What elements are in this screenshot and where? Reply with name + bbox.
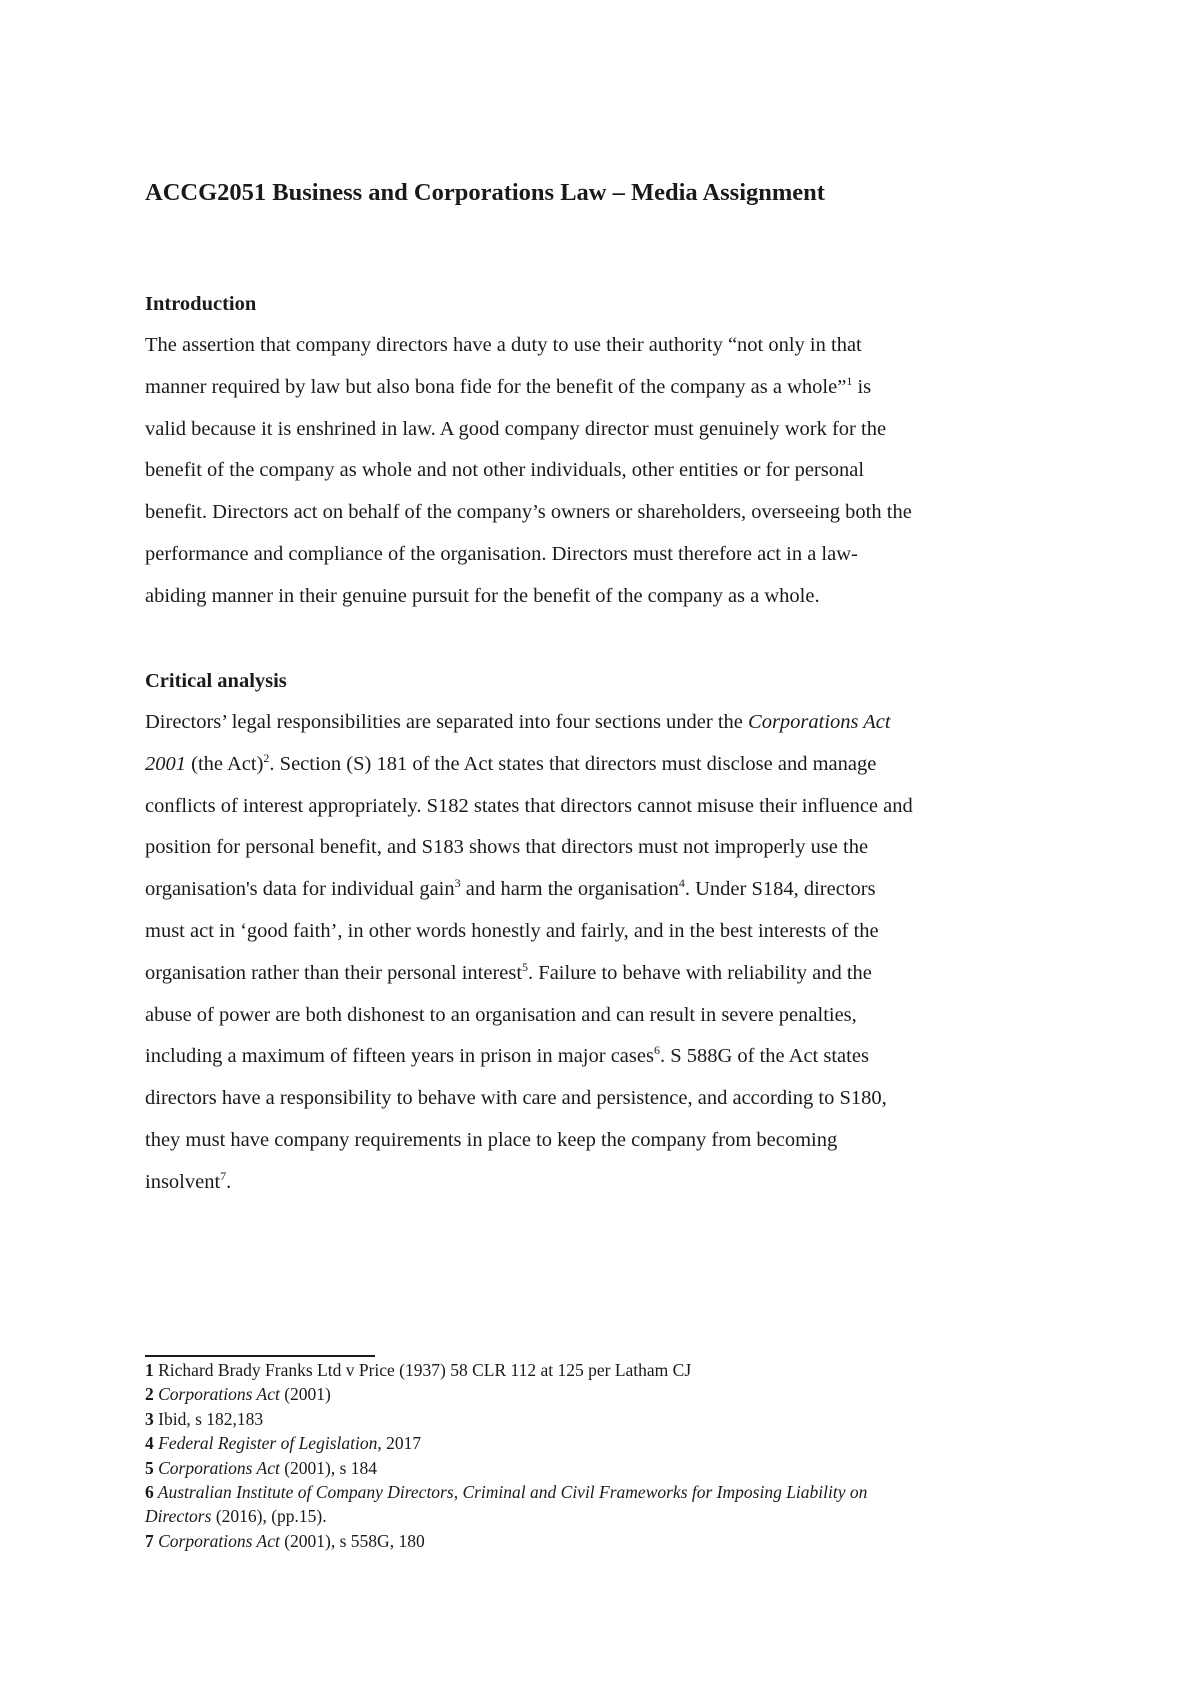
critical-analysis-heading: Critical analysis: [145, 670, 287, 692]
critical-analysis-paragraph: [145, 702, 913, 1204]
text-segment: is: [852, 375, 872, 398]
text-segment: including a maximum of fifteen years in prison in major cases: [145, 1045, 654, 1068]
footnote-ref[interactable]: 4: [678, 876, 685, 891]
footnote-text: (2001): [279, 1384, 331, 1405]
footnotes-list: [145, 1358, 1025, 1553]
text-segment: . Failure to behave with reliability and the: [528, 961, 872, 984]
text-segment: .: [226, 1170, 232, 1193]
footnote-italic: Corporations Act: [153, 1384, 280, 1405]
footnote-ref[interactable]: 1: [846, 373, 853, 388]
footnote-number: 2: [145, 1384, 154, 1405]
footnote-text: Ibid, s 182,183: [153, 1408, 264, 1429]
text-line: [145, 869, 913, 911]
introduction-paragraph: [145, 325, 912, 618]
footnote-ref[interactable]: 5: [522, 959, 529, 974]
text-line: [145, 744, 913, 786]
text-segment: organisation's data for individual gain: [145, 878, 455, 901]
footnote-3: [145, 1407, 1025, 1431]
footnote-ref[interactable]: 6: [653, 1043, 660, 1058]
text-line: [145, 1036, 913, 1078]
text-segment: organisation rather than their personal interest: [145, 961, 523, 984]
footnote-ref[interactable]: 2: [263, 750, 270, 765]
text-segment: . Section (S) 181 of the Act states that directors must disclose and manage: [269, 752, 877, 775]
footnote-italic: Corporations Act: [153, 1457, 280, 1478]
italic-act-title: Corporations Act: [748, 711, 891, 733]
text-line: benefit of the company as whole and not other individuals, other entities or for personal: [145, 459, 865, 482]
text-segment: insolvent: [145, 1170, 221, 1193]
footnote-2: [145, 1382, 1025, 1406]
footnote-6: [145, 1480, 1025, 1529]
text-segment: . Under S184, directors: [684, 878, 876, 901]
footnote-italic: Criminal and Civil Frameworks for Imposing Liability on: [462, 1482, 868, 1503]
footnote-text: , 2017: [377, 1433, 422, 1454]
footnote-5: [145, 1456, 1025, 1480]
footnote-italic: Australian Institute of Company Directors: [153, 1482, 454, 1503]
text-line: they must have company requirements in place to keep the company from becoming: [145, 1128, 838, 1151]
text-segment: . S 588G of the Act states: [659, 1045, 869, 1068]
footnote-ref[interactable]: 3: [454, 876, 461, 891]
text-line: position for personal benefit, and S183 shows that directors must not improperly use the: [145, 836, 869, 859]
footnote-number: 3: [145, 1408, 154, 1429]
text-line: [145, 1162, 913, 1204]
footnote-text: (2001), s 558G, 180: [279, 1530, 425, 1551]
text-line: directors have a responsibility to behave with care and persistence, and according to S180,: [145, 1087, 887, 1110]
text-segment: Directors’ legal responsibilities are separated into four sections under the: [145, 711, 749, 733]
footnote-italic: Corporations Act: [153, 1530, 280, 1551]
italic-act-year: 2001: [145, 752, 186, 775]
footnote-number: 4: [145, 1433, 154, 1454]
footnote-4: [145, 1431, 1025, 1455]
text-line: abuse of power are both dishonest to an organisation and can result in severe penalties,: [145, 1003, 857, 1026]
text-line: The assertion that company directors have a duty to use their authority “not only in that: [145, 334, 862, 356]
text-line: conflicts of interest appropriately. S182 states that directors cannot misuse their influence and: [145, 794, 913, 817]
text-line: performance and compliance of the organisation. Directors must therefore act in a law-: [145, 542, 858, 565]
footnote-number: 5: [145, 1457, 154, 1478]
footnote-number: 1: [145, 1360, 154, 1380]
footnote-number: 6: [145, 1482, 154, 1503]
text-line: valid because it is enshrined in law. A good company director must genuinely work for the: [145, 417, 887, 440]
footnote-ref[interactable]: 7: [220, 1168, 227, 1183]
text-segment: (the Act): [186, 752, 264, 775]
footnote-1: [145, 1358, 1025, 1382]
footnote-7: [145, 1529, 1025, 1553]
footnote-text: ,: [453, 1482, 463, 1503]
footnote-italic: Federal Register of Legislation: [153, 1433, 378, 1454]
text-line: abiding manner in their genuine pursuit for the benefit of the company as a whole.: [145, 584, 820, 607]
text-line: [145, 702, 913, 744]
text-line: benefit. Directors act on behalf of the company’s owners or shareholders, overseeing both the: [145, 501, 912, 524]
footnote-italic: Directors: [145, 1506, 212, 1527]
footnote-number: 7: [145, 1530, 154, 1551]
text-line: [145, 367, 912, 409]
footnote-separator: [145, 1355, 375, 1357]
text-line: [145, 953, 913, 995]
text-segment: and harm the organisation: [460, 878, 679, 901]
footnote-text: Richard Brady Franks Ltd v Price (1937) 58 CLR 112 at 125 per Latham CJ: [153, 1360, 692, 1380]
introduction-heading: Introduction: [145, 293, 257, 315]
footnote-continuation: [145, 1504, 1025, 1528]
text-line: must act in ‘good faith’, in other words honestly and fairly, and in the best interests of the: [145, 919, 879, 942]
footnote-text: (2016), (pp.15).: [211, 1506, 327, 1527]
document-title: ACCG2051 Business and Corporations Law – Media Assignment: [145, 179, 825, 206]
footnote-text: (2001), s 184: [279, 1457, 378, 1478]
text-segment: manner required by law but also bona fide for the benefit of the company as a whole”: [145, 375, 847, 398]
